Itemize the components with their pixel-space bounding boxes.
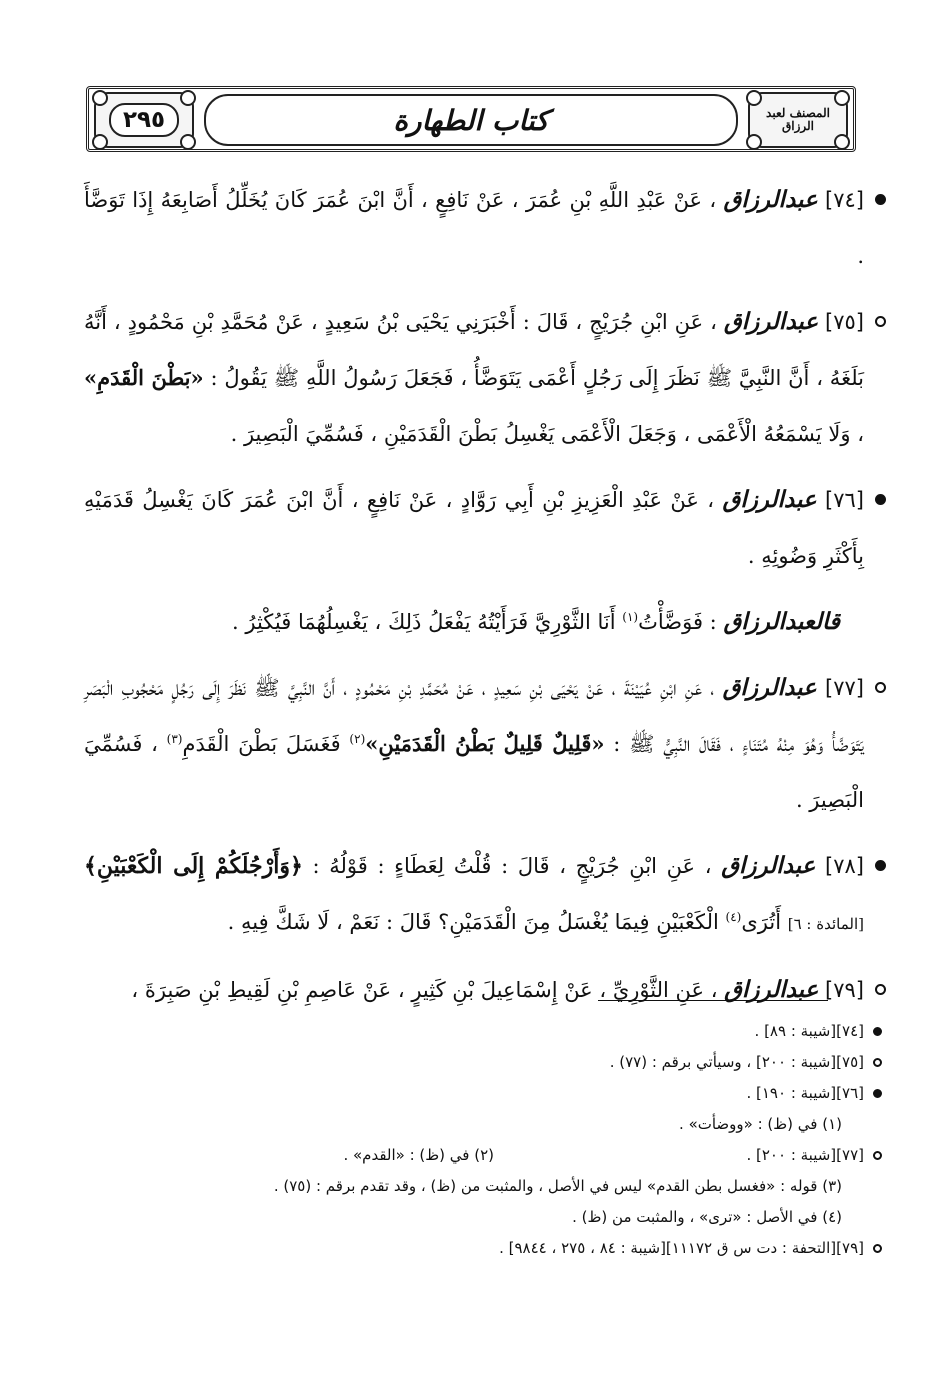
footnote-text: [٧٦][شيبة : ١٩٠] . [746,1084,864,1102]
open-bullet-icon [875,682,886,693]
page-header [86,86,856,152]
footnote-ref: (١) [622,610,639,624]
footnote-ref: (٤) [725,910,742,924]
open-bullet-icon [873,1058,882,1067]
hadith-text-continued: ، فَسُمِّيَ الْبَصِيرَ . [84,732,864,812]
hadith-text: ، عَنْ عَبْدِ اللَّهِ بْنِ عُمَرَ ، عَنْ نَافِعٍ ، أَنَّ ابْنَ عُمَرَ كَانَ يُخَلِّلُ أَصَابِعَهُ إِذَا تَوَضَّأَ . [84,188,864,268]
chapter-banner [204,94,738,146]
page-number: ٢٩٥ [109,103,179,137]
footnote-ref: (٢) [349,732,366,746]
hadith-79 [84,962,864,1018]
narrator-name: عبدالرزاق [723,186,818,213]
narrator-name: عبدالرزاق [722,486,817,513]
hadith-text-middle: أَتُرَى [741,910,782,934]
hadith-number: [٧٥] [825,310,864,334]
hadith-text-continued: الْكَعْبَيْنِ فِيمَا يُغْسَلُ مِنَ الْقَدَمَيْنِ؟ قَالَ : نَعَمْ ، لَا شَكَّ فِيهِ . [227,910,719,934]
quran-verse: ﴿وَأَرْجُلَكُمْ إِلَى الْكَعْبَيْنِ﴾ [84,853,303,879]
footnote-76 [120,1078,864,1109]
hadith-text: ، عَنِ الثَّوْرِيِّ ، عَنْ إِسْمَاعِيلَ بْنِ كَثِيرٍ ، عَنْ عَاصِمِ بْنِ لَقِيطِ بْنِ صَبِرَةَ ، [131,978,718,1002]
footnote-text: [٧٩][التحفة : دت س ق ١١١٧٢][شيبة : ٨٤ ، ٢٧٥ ، ٩٨٤٤] . [499,1239,864,1257]
footnote-note-3 [120,1171,864,1202]
hadith-76 [84,472,864,584]
narrator-name: عبدالرزاق [721,852,816,879]
narrator-name: عبدالرزاق [723,608,815,635]
hadith-text-continued: ، وَلَا يَسْمَعُهُ الْأَعْمَى ، وَجَعَلَ الْأَعْمَى يَغْسِلُ بَطْنَ الْقَدَمَيْنِ ، فَسُمِّيَ الْبَصِيرَ . [230,422,864,446]
footnote-79 [120,1233,864,1264]
book-logo-ornament [748,92,848,148]
footnote-text: (٣) قوله : «فغسل بطن القدم» ليس في الأصل ، والمثبت من (ظ) ، وقد تقدم برقم : (٧٥) . [273,1177,842,1195]
filled-bullet-icon [875,494,886,505]
footnote-note-1 [120,1109,864,1140]
narrator-name: عبدالرزاق [723,308,819,335]
page-number-ornament [94,92,194,148]
prophetic-quote: «بَطْنَ الْقَدَمِ» [84,365,204,390]
footnote-text: [٧٧][شيبة : ٢٠٠] . [746,1146,864,1164]
book-logo: المصنف لعبد الرزاق [766,106,830,133]
footnote-note-4 [120,1202,864,1233]
main-text [84,172,864,1028]
remark-text: : فَوَضَّأْتُ [638,610,717,634]
chapter-title: كتاب الطهارة [393,103,549,137]
hadith-text: ، عَنِ ابْنِ عُيَيْنَةَ ، عَنْ يَحْيَى بْنِ سَعِيدٍ ، عَنْ مُحَمَّدِ بْنِ مَحْمُودٍ ، أَنَّ النَّبِيَّ ﷺ نَظَرَ إِلَى رَجُلٍ مَحْجُوبِ الْبَصَرِ يَتَوَضَّأُ وَهُوَ مِنْهُ مُتَنَاءٍ ، فَقَالَ النَّبِيُّ ﷺ : [84,676,864,756]
remark-text-continued: أَنَا الثَّوْرِيَّ فَرَأَيْتُهُ يَفْعَلُ ذَلِكَ ، يَغْسِلُهُمَا فَيُكْثِرُ . [232,610,616,634]
open-bullet-icon [875,316,886,327]
hadith-75 [84,294,864,462]
filled-bullet-icon [873,1027,882,1036]
open-bullet-icon [873,1244,882,1253]
hadith-number: [٧٦] [825,488,864,512]
filled-bullet-icon [875,860,886,871]
hadith-text: ، عَنْ عَبْدِ الْعَزِيزِ بْنِ أَبِي رَوَّادٍ ، عَنْ نَافِعٍ ، أَنَّ ابْنَ عُمَرَ كَانَ يَغْسِلُ قَدَمَيْهِ بِأَكْثَرِ وَضُوئِهِ . [84,488,864,568]
narrator-name: عبدالرزاق [724,976,819,1003]
footnotes [120,1016,864,1264]
filled-bullet-icon [875,194,886,205]
footnote-text: [٧٥][شيبة : ٢٠٠] ، وسيأتي برقم : (٧٧) . [609,1053,864,1071]
hadith-text: ، عَنِ ابْنِ جُرَيْجٍ ، قَالَ : قُلْتُ لِعَطَاءٍ : قَوْلُهُ : [312,854,712,878]
narrator-name: عبدالرزاق [722,674,817,701]
hadith-text: ، عَنِ ابْنِ جُرَيْجٍ ، قَالَ : أَخْبَرَنِي يَحْيَى بْنُ سَعِيدٍ ، عَنْ مُحَمَّدِ بْنِ مَحْمُودٍ ، أَنَّهُ بَلَغَهُ ، أَنَّ النَّبِيَّ ﷺ نَظَرَ إِلَى رَجُلٍ أَعْمَى يَتَوَضَّأُ ، فَجَعَلَ رَسُولُ اللَّهِ ﷺ يَقُولُ : [84,310,864,390]
filled-bullet-icon [873,1089,882,1098]
open-bullet-icon [875,984,886,995]
hadith-number: [٧٤] [825,188,864,212]
hadith-74 [84,172,864,284]
footnote-74 [120,1016,864,1047]
footnote-note-2: (٢) في (ظ) : «القدم» . [343,1146,494,1164]
open-bullet-icon [873,1151,882,1160]
footnote-text: (١) في (ظ) : «ووضأت» . [679,1115,842,1133]
footnote-ref: (٣) [166,732,183,746]
prophetic-quote: «قَلِيلٌ قَلِيلٌ بَطْنُ الْقَدَمَيْنِ» [365,731,605,756]
footnote-77 [120,1140,864,1171]
footnote-separator [598,1000,828,1001]
remark-prefix: قال [814,608,840,635]
footnote-text: (٤) في الأصل : «ترى» ، والمثبت من (ظ) . [572,1208,842,1226]
footnote-75 [120,1047,864,1078]
author-remark [84,594,864,650]
hadith-77 [84,660,864,828]
hadith-78 [84,838,864,952]
hadith-number: [٧٩] [825,978,864,1002]
verse-citation: [المائدة : ٦] [787,915,864,933]
hadith-number: [٧٧] [825,676,864,700]
hadith-number: [٧٨] [825,854,864,878]
footnote-text: [٧٤][شيبة : ٨٩] . [754,1022,864,1040]
hadith-text-middle: فَغَسَلَ بَطْنَ الْقَدَمِ [182,732,341,756]
